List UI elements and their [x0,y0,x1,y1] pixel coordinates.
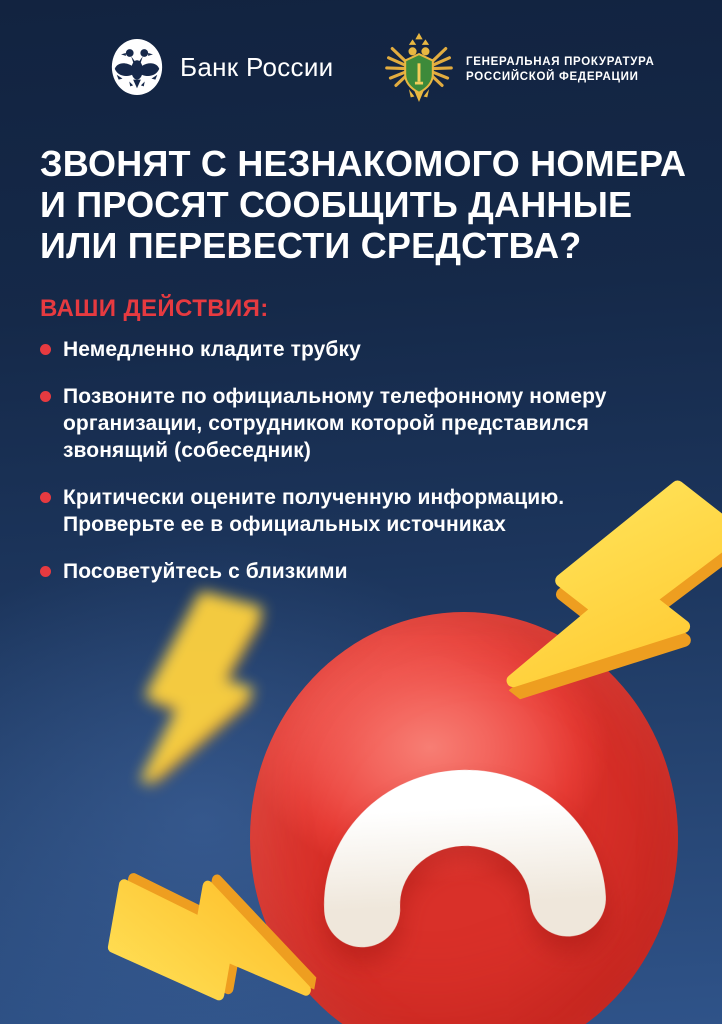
actions-title: ВАШИ ДЕЙСТВИЯ: [40,295,269,322]
header-logos [0,0,722,120]
bullet-dot-icon [40,492,51,503]
action-item-text: Немедленно кладите трубку [63,338,361,361]
list-item [40,336,640,363]
list-item [40,484,640,538]
headline-line-1: ЗВОНЯТ С НЕЗНАКОМОГО НОМЕРА [40,143,687,184]
bullet-dot-icon [40,566,51,577]
prosecutor-label-line1: ГЕНЕРАЛЬНАЯ ПРОКУРАТУРА [466,55,655,68]
poster-headline [40,143,686,266]
headline-line-2: И ПРОСЯТ СООБЩИТЬ ДАННЫЕ [40,184,633,225]
list-item [40,383,640,464]
prosecutor-label-line2: РОССИЙСКОЙ ФЕДЕРАЦИИ [466,70,639,83]
action-item-text: Позвоните по официальному телефонному номеру организации, сотрудником которой представился звонящий (собеседник) [63,385,607,462]
bank-of-russia-emblem-icon [108,36,166,98]
action-item-text: Критически оцените полученную информацию. Проверьте ее в официальных источниках [63,486,565,536]
action-item-text: Посоветуйтесь с близкими [63,560,348,583]
bullet-dot-icon [40,391,51,402]
prosecutor-emblem-icon [384,29,454,110]
prosecutor-label [466,55,655,85]
prosecutor-logo [384,29,655,110]
bank-of-russia-logo [108,36,334,98]
headline-line-3: ИЛИ ПЕРЕВЕСТИ СРЕДСТВА? [40,225,582,266]
bullet-dot-icon [40,344,51,355]
bank-of-russia-label: Банк России [180,51,334,82]
